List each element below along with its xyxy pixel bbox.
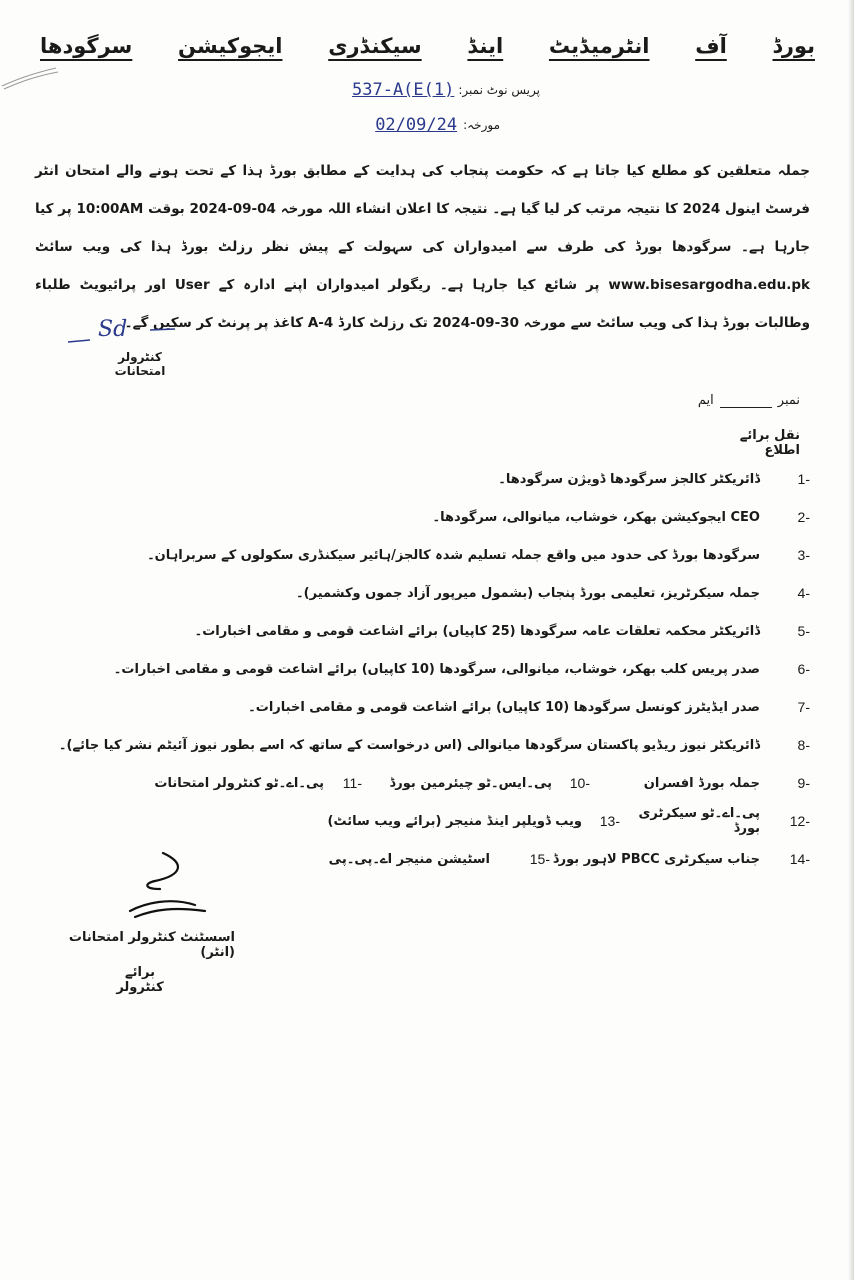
item-number: -4 xyxy=(797,585,810,601)
item-text: پی۔ایس۔ٹو چیئرمین بورڈ xyxy=(389,775,552,791)
number-blank xyxy=(720,393,772,408)
item-number: -1 xyxy=(797,471,810,487)
letterhead-word: بورڈ xyxy=(772,34,815,58)
list-item xyxy=(40,612,810,650)
press-note-number: 537-A(E(1) xyxy=(352,80,455,100)
item-number: -2 xyxy=(797,509,810,525)
list-item xyxy=(40,726,810,764)
date-value: 02/09/24 xyxy=(375,115,458,135)
number-line xyxy=(690,393,800,408)
assistant-controller-label: اسسٹنٹ کنٹرولر امتحانات (انٹر) xyxy=(68,930,235,960)
item-number: -10 xyxy=(569,775,590,791)
list-item xyxy=(40,460,810,498)
item-text: پی۔اے۔ٹو کنٹرولر امتحانات xyxy=(154,775,324,791)
item-text: سرگودھا بورڈ کی حدود میں واقع جملہ تسلیم شدہ کالجز/ہائیر سیکنڈری سکولوں کے سربراہان۔ xyxy=(147,547,760,563)
press-note-body: جملہ متعلقین کو مطلع کیا جاتا ہے کہ حکومت پنجاب کی ہدایت کے مطابق بورڈ ہذا کے تحت ہونے والے امتحان انٹر فرسٹ اینول 2024 کا نتیجہ مرتب کر لیا گیا ہے۔ نتیجہ کا اعلان انشاء اللہ مورخہ 04-09-2024 بوقت 10:00AM پر کیا جارہا ہے۔ سرگودھا بورڈ کی طرف سے امیدواران کی سہولت کے پیش نظر رزلٹ بورڈ ہذا کی ویب سائٹ www.bisesargodha.edu.pk پر شائع کیا جارہا ہے۔ ریگولر امیدواران اپنے ادارہ کے User اور پرائیویٹ طلباء وطالبات بورڈ ہذا کی ویب سائٹ سے مورخہ 30-09-2024 تک رزلٹ کارڈ A-4 کاغذ پر پرنٹ کر سکیں گے۔ xyxy=(35,163,810,331)
date-label: مورخہ: xyxy=(463,118,500,132)
letterhead-word: آف xyxy=(695,34,727,58)
item-number: -3 xyxy=(797,547,810,563)
recipient-list xyxy=(40,460,810,878)
item-number: -15 xyxy=(529,851,550,867)
item-number: -9 xyxy=(797,775,810,791)
item-text: اسٹیشن منیجر اے۔پی۔پی xyxy=(328,851,490,867)
item-number: -6 xyxy=(797,661,810,677)
item-text: جناب سیکرٹری PBCC لاہور بورڈ xyxy=(552,851,760,867)
item-text: ڈائریکٹر کالجز سرگودھا ڈویژن سرگودھا۔ xyxy=(498,471,760,487)
list-item-group xyxy=(40,802,810,840)
item-text: ڈائریکٹر محکمہ تعلقات عامہ سرگودھا (25 کاپیاں) برائے اشاعت قومی و مقامی اخبارات۔ xyxy=(194,623,760,639)
item-text: ڈائریکٹر نیوز ریڈیو پاکستان سرگودھا میانوالی (اس درخواست کے ساتھ کہ اسے بطور نیوز آئیٹم نشر کیا جائے)۔ xyxy=(58,737,760,753)
page-edge-shadow xyxy=(848,0,854,1280)
list-item xyxy=(40,498,810,536)
item-text: جملہ سیکرٹریز، تعلیمی بورڈ پنجاب (بشمول میرپور آزاد جموں وکشمیر)۔ xyxy=(296,585,760,601)
copy-to-heading: نقل برائے اطلاع xyxy=(739,428,800,458)
item-text: جملہ بورڈ افسران xyxy=(643,775,760,791)
controller-exams-label: کنٹرولر امتحانات xyxy=(114,350,166,378)
list-item xyxy=(40,574,810,612)
item-number: -14 xyxy=(789,851,810,867)
press-note-label: پریس نوٹ نمبر: xyxy=(458,83,540,97)
letterhead-word: انٹرمیڈیٹ xyxy=(548,34,650,58)
letterhead-word: ایجوکیشن xyxy=(178,34,283,58)
letterhead xyxy=(40,26,815,66)
item-number: -8 xyxy=(797,737,810,753)
paper-fiber-mark xyxy=(0,62,60,92)
list-item-group xyxy=(40,764,810,802)
signature-mark xyxy=(60,312,190,352)
letterhead-word: اینڈ xyxy=(467,34,504,58)
list-item xyxy=(40,536,810,574)
item-text: پی۔اے۔ٹو سیکرٹری بورڈ xyxy=(638,806,760,836)
date-line xyxy=(340,115,500,135)
item-number: -11 xyxy=(342,775,362,791)
item-number: -12 xyxy=(789,813,810,829)
item-text: صدر پریس کلب بھکر، خوشاب، میانوالی، سرگودھا (10 کاپیاں) برائے اشاعت قومی و مقامی اخبارات۔ xyxy=(113,661,760,677)
list-item xyxy=(40,688,810,726)
number-label: نمبر xyxy=(777,393,800,408)
for-controller-label: برائے کنٹرولر xyxy=(116,965,164,995)
assistant-signature-icon xyxy=(115,845,225,925)
item-text: CEO ایجوکیشن بھکر، خوشاب، میانوالی، سرگودھا۔ xyxy=(432,509,760,525)
item-text: ویب ڈویلپر اینڈ منیجر (برائے ویب سائٹ) xyxy=(327,813,582,829)
list-item xyxy=(40,650,810,688)
press-note-line xyxy=(330,80,540,100)
letterhead-word: سیکنڈری xyxy=(328,34,422,58)
item-text: صدر ایڈیٹرز کونسل سرگودھا (10 کاپیاں) برائے اشاعت قومی و مقامی اخبارات۔ xyxy=(248,699,760,715)
item-number: -13 xyxy=(599,813,620,829)
item-number: -5 xyxy=(797,623,810,639)
number-suffix: ایم xyxy=(697,393,714,408)
letterhead-word: سرگودھا xyxy=(40,34,133,58)
signature-sd: Sd xyxy=(98,317,128,342)
item-number: -7 xyxy=(797,699,810,715)
